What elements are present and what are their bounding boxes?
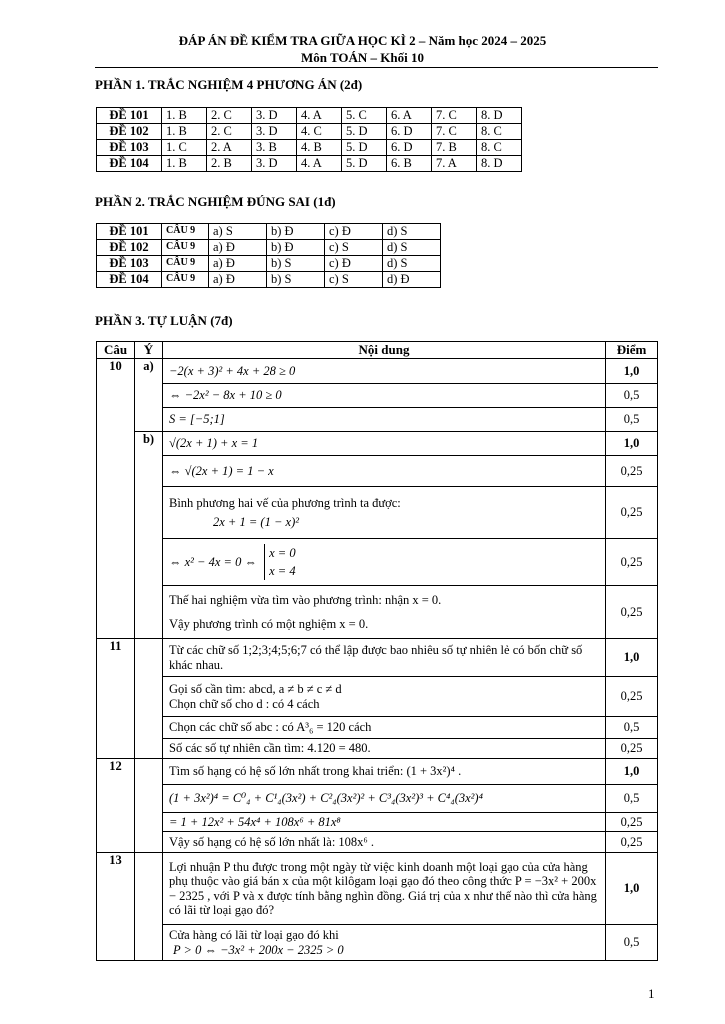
table-row (97, 758, 658, 784)
points: 1,0 (606, 359, 658, 384)
answer-cell: 1. B (162, 156, 207, 172)
title-line-2: Môn TOÁN – Khối 10 (300, 50, 425, 65)
part3-solution-table (96, 341, 658, 961)
points: 0,25 (606, 677, 658, 717)
col-header-content: Nội dung (163, 342, 606, 359)
answer-cell: a) S (209, 224, 267, 240)
points: 1,0 (606, 639, 658, 677)
points: 1,0 (606, 758, 658, 784)
table-row (97, 456, 658, 487)
question-label: CÂU 9 (162, 272, 209, 288)
question-number: 12 (97, 758, 135, 853)
exam-code: ĐỀ 104 (97, 272, 162, 288)
answer-cell: 1. B (162, 108, 207, 124)
solution-step: Thế hai nghiệm vừa tìm vào phương trình: nhận x = 0. Vậy phương trình có một nghiệm x = 0. (163, 586, 606, 639)
answer-cell: b) S (267, 272, 325, 288)
table-row (97, 853, 658, 925)
points: 0,25 (606, 832, 658, 853)
table-row (97, 124, 522, 140)
question-label: CÂU 9 (162, 224, 209, 240)
answer-cell: 6. D (387, 124, 432, 140)
table-row (97, 539, 658, 586)
points: 1,0 (606, 853, 658, 925)
question-number: 11 (97, 639, 135, 759)
table-row (97, 140, 522, 156)
problem-statement: Lợi nhuận P thu được trong một ngày từ việc kinh doanh một loại gạo của cửa hàng phụ thuộc vào giá bán x của một kilôgam loại gạo đó theo công thức P = −3x² + 200x − 2325 , với P và x được tính bằng nghìn đồng. Giá trị của x như thế nào thì cửa hàng có lãi từ loại gạo đó? (163, 853, 606, 925)
title-line-1: ĐÁP ÁN ĐỀ KIỂM TRA GIỮA HỌC KÌ 2 – Năm học 2024 – 2025 (178, 33, 547, 48)
points: 1,0 (606, 432, 658, 456)
answer-cell: 5. C (342, 108, 387, 124)
table-row (97, 224, 441, 240)
part1-answer-table (96, 107, 522, 172)
table-row (97, 408, 658, 432)
answer-cell: a) Đ (209, 272, 267, 288)
answer-cell: 6. B (387, 156, 432, 172)
points: 0,5 (606, 408, 658, 432)
table-row (97, 812, 658, 832)
points: 0,25 (606, 539, 658, 586)
answer-cell: 5. D (342, 124, 387, 140)
solution-step: Bình phương hai vế của phương trình ta được: 2x + 1 = (1 − x)² (163, 487, 606, 539)
points: 0,25 (606, 586, 658, 639)
page-number: 1 (648, 986, 655, 1001)
sub-question-empty (135, 758, 163, 853)
answer-cell: c) Đ (325, 224, 383, 240)
question-number: 10 (97, 359, 135, 639)
solution-step: Số các số tự nhiên cần tìm: 4.120 = 480. (163, 739, 606, 759)
table-row (97, 359, 658, 384)
answer-cell: 6. D (387, 140, 432, 156)
answer-cell: 1. C (162, 140, 207, 156)
answer-cell: 7. A (432, 156, 477, 172)
answer-cell: 1. B (162, 124, 207, 140)
exam-code: ĐỀ 103 (97, 140, 162, 156)
sub-question-empty (135, 639, 163, 759)
answer-cell: 3. D (252, 156, 297, 172)
answer-cell: 4. B (297, 140, 342, 156)
answer-cell: 4. C (297, 124, 342, 140)
answer-cell: d) S (383, 224, 441, 240)
points: 0,5 (606, 717, 658, 739)
col-header-cau: Câu (97, 342, 135, 359)
table-row (97, 272, 441, 288)
solution-step: S = [−5;1] (163, 408, 606, 432)
answer-cell: 7. B (432, 140, 477, 156)
table-row (97, 108, 522, 124)
solution-step: −2(x + 3)² + 4x + 28 ≥ 0 (163, 359, 606, 384)
points: 0,25 (606, 456, 658, 487)
table-row (97, 586, 658, 639)
answer-cell: c) S (325, 240, 383, 256)
answer-cell: 8. D (477, 108, 522, 124)
exam-code: ĐỀ 102 (97, 124, 162, 140)
col-header-y: Ý (135, 342, 163, 359)
table-header-row (97, 342, 658, 359)
part3-heading: PHẦN 3. TỰ LUẬN (7đ) (95, 313, 233, 328)
answer-cell: 4. A (297, 156, 342, 172)
solution-step: ⇔ √(2x + 1) = 1 − x (163, 456, 606, 487)
question-number: 13 (97, 853, 135, 961)
part1-heading: PHẦN 1. TRẮC NGHIỆM 4 PHƯƠNG ÁN (2đ) (95, 77, 363, 92)
answer-cell: 8. D (477, 156, 522, 172)
solution-step: Vậy số hạng có hệ số lớn nhất là: 108x⁶ . (163, 832, 606, 853)
answer-cell: 7. C (432, 108, 477, 124)
table-row (97, 925, 658, 961)
answer-cell: b) Đ (267, 224, 325, 240)
solution-step: ⇔ −2x² − 8x + 10 ≥ 0 (163, 384, 606, 408)
answer-cell: a) Đ (209, 240, 267, 256)
answer-cell: b) S (267, 256, 325, 272)
answer-cell: 8. C (477, 124, 522, 140)
page-title (0, 32, 725, 66)
table-row (97, 487, 658, 539)
answer-cell: 2. C (207, 124, 252, 140)
table-row (97, 639, 658, 677)
exam-code: ĐỀ 101 (97, 224, 162, 240)
answer-cell: 5. D (342, 156, 387, 172)
table-row (97, 384, 658, 408)
solution-step: Gọi số cần tìm: abcd, a ≠ b ≠ c ≠ d Chọn chữ số cho d : có 4 cách (163, 677, 606, 717)
solution-step: (1 + 3x²)⁴ = C⁰₄ + C¹₄(3x²) + C²₄(3x²)² + C³₄(3x²)³ + C⁴₄(3x²)⁴ (163, 784, 606, 812)
solution-step: √(2x + 1) + x = 1 (163, 432, 606, 456)
answer-cell: 3. D (252, 108, 297, 124)
question-label: CÂU 9 (162, 256, 209, 272)
problem-statement: Từ các chữ số 1;2;3;4;5;6;7 có thể lập được bao nhiêu số tự nhiên lẻ có bốn chữ số khác nhau. (163, 639, 606, 677)
answer-cell: 3. D (252, 124, 297, 140)
exam-code: ĐỀ 101 (97, 108, 162, 124)
table-row (97, 256, 441, 272)
part2-heading: PHẦN 2. TRẮC NGHIỆM ĐÚNG SAI (1đ) (95, 194, 336, 209)
table-row (97, 240, 441, 256)
question-label: CÂU 9 (162, 240, 209, 256)
solution-step: Chọn các chữ số abc : có A³₆ = 120 cách (163, 717, 606, 739)
table-row (97, 717, 658, 739)
exam-code: ĐỀ 104 (97, 156, 162, 172)
sub-question-empty (135, 853, 163, 961)
answer-cell: 2. A (207, 140, 252, 156)
answer-cell: 4. A (297, 108, 342, 124)
title-divider (95, 67, 658, 68)
answer-cell: 3. B (252, 140, 297, 156)
answer-cell: c) Đ (325, 256, 383, 272)
answer-cell: 2. B (207, 156, 252, 172)
table-row (97, 432, 658, 456)
sub-question-label: a) (135, 359, 163, 432)
answer-cell: d) S (383, 256, 441, 272)
solution-step: = 1 + 12x² + 54x⁴ + 108x⁶ + 81x⁸ (163, 812, 606, 832)
answer-cell: d) Đ (383, 272, 441, 288)
exam-code: ĐỀ 102 (97, 240, 162, 256)
answer-cell: d) S (383, 240, 441, 256)
points: 0,25 (606, 739, 658, 759)
points: 0,25 (606, 487, 658, 539)
solution-step: Cửa hàng có lãi từ loại gạo đó khi P > 0 ⇔ −3x² + 200x − 2325 > 0 (163, 925, 606, 961)
answer-cell: c) S (325, 272, 383, 288)
table-row (97, 156, 522, 172)
problem-statement: Tìm số hạng có hệ số lớn nhất trong khai triển: (1 + 3x²)⁴ . (163, 758, 606, 784)
table-row (97, 677, 658, 717)
table-row (97, 739, 658, 759)
sub-question-label: b) (135, 432, 163, 639)
points: 0,5 (606, 384, 658, 408)
answer-cell: a) Đ (209, 256, 267, 272)
answer-cell: 6. A (387, 108, 432, 124)
answer-cell: 7. C (432, 124, 477, 140)
exam-code: ĐỀ 103 (97, 256, 162, 272)
table-row (97, 784, 658, 812)
answer-cell: 2. C (207, 108, 252, 124)
answer-cell: 5. D (342, 140, 387, 156)
answer-cell: b) Đ (267, 240, 325, 256)
solution-step: ⇔ x² − 4x = 0 ⇔ x = 0 x = 4 (163, 539, 606, 586)
table-row (97, 832, 658, 853)
points: 0,5 (606, 784, 658, 812)
col-header-points: Điểm (606, 342, 658, 359)
points: 0,5 (606, 925, 658, 961)
points: 0,25 (606, 812, 658, 832)
part2-answer-table (96, 223, 441, 288)
answer-cell: 8. C (477, 140, 522, 156)
